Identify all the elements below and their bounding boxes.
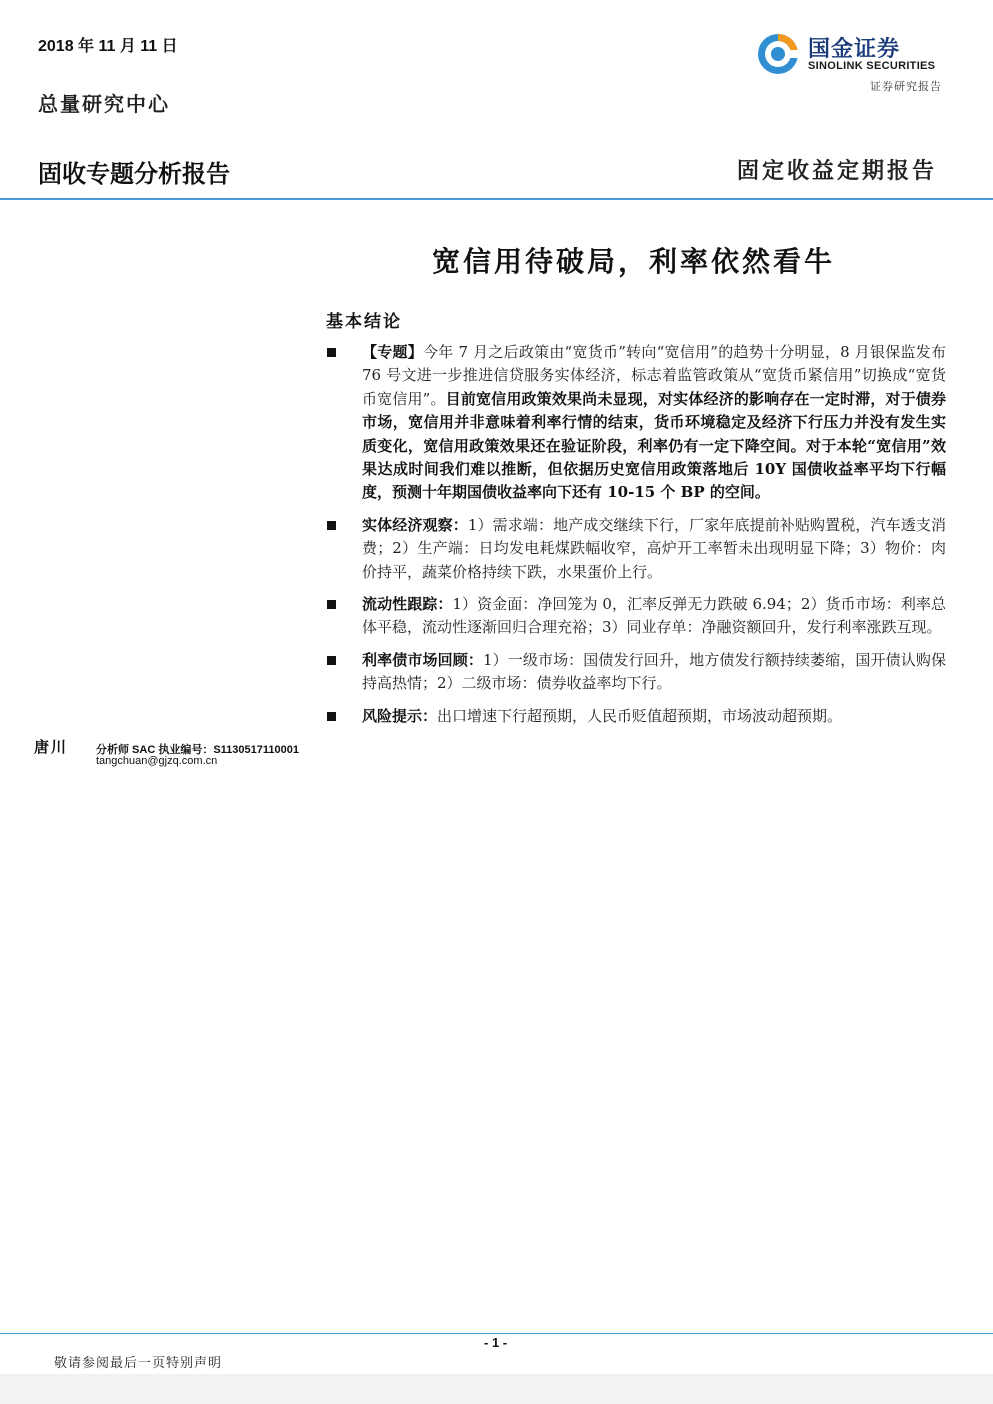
analyst-name: 唐川: [34, 738, 69, 756]
bullet-label: 【专题】: [362, 343, 423, 361]
footer-disclaimer: 敬请参阅最后一页特别声明: [54, 1356, 223, 1371]
footer-band: [0, 1374, 993, 1404]
company-logo: [756, 30, 946, 78]
bullet-label: 风险提示：: [362, 706, 438, 725]
footer-divider: [0, 1333, 993, 1334]
analyst-email[interactable]: tangchuan@gjzq.com.cn: [96, 755, 218, 767]
report-frequency: 固定收益定期报告: [736, 158, 937, 184]
list-item: [326, 593, 946, 640]
list-item: [326, 341, 946, 505]
bullet-square-icon: [327, 600, 336, 609]
bullet-label: 流动性跟踪：: [362, 595, 453, 614]
bullet-text: 1）资金面：净回笼为 0，汇率反弹无力跌破 6.94；2）货币市场：利率总体平稳，流动性逐渐回归合理充裕；3）同业存单：净融资额回升，发行利率涨跌互现。: [362, 595, 946, 637]
bullet-text: 出口增速下行超预期，人民币贬值超预期，市场波动超预期。: [437, 706, 843, 725]
report-date: 2018 年 11 月 11 日: [38, 38, 178, 55]
bullet-square-icon: [327, 656, 336, 665]
list-item: [326, 514, 946, 584]
conclusion-list: [326, 341, 946, 737]
bullet-emphasis: 目前宽信用政策效果尚未显现，对实体经济的影响存在一定时滞，对于债券市场，宽信用并非意味着利率行情的结束，货币环境稳定及经济下行压力并没有发生实质变化，宽信用政策效果还在验证阶段，利率仍有一定下降空间。对于本轮“宽信用”效果达成时间我们难以推断，但依据历史宽信用政策落地后 10Y 国债收益率平均下行幅度，预测十年期国债收益率向下还有 10-15 个 BP 的空间。: [362, 389, 946, 502]
page-number: - 1 -: [484, 1335, 508, 1350]
logo-english-name: SINOLINK SECURITIES: [808, 60, 936, 72]
header-divider: [0, 198, 993, 200]
section-heading: 基本结论: [326, 312, 402, 332]
department-name: 总量研究中心: [38, 92, 170, 116]
bullet-square-icon: [327, 712, 336, 721]
bullet-label: 利率债市场回顾：: [362, 650, 483, 669]
list-item: [326, 649, 946, 696]
sinolink-logo-icon: [756, 32, 800, 76]
bullet-label: 实体经济观察：: [362, 515, 468, 534]
bullet-text: 1）需求端：地产成交继续下行，厂家年底提前补贴购置税，汽车透支消费；2）生产端：日均发电耗煤跌幅收窄，高炉开工率暂未出现明显下降；3）物价：肉价持平，蔬菜价格持续下跌，水果蛋价上行。: [362, 515, 946, 581]
bullet-text: 1）一级市场：国债发行回升，地方债发行额持续萎缩，国开债认购保持高热情；2）二级市场：债券收益率均下行。: [362, 650, 946, 693]
report-type: 固收专题分析报告: [38, 160, 230, 188]
logo-subtitle: 证券研究报告: [870, 80, 942, 93]
list-item: [326, 705, 946, 728]
logo-chinese-name: 国金证券: [808, 37, 901, 62]
bullet-square-icon: [327, 521, 336, 530]
bullet-text: 今年 7 月之后政策由“宽货币”转向“宽信用”的趋势十分明显，8 月银保监发布 76 号文进一步推进信贷服务实体经济，标志着监管政策从“宽货币紧信用”切换成“宽货币宽信用”。: [362, 343, 946, 408]
bullet-square-icon: [327, 348, 336, 357]
analyst-certificate: 分析师 SAC 执业编号：S1130517110001: [96, 744, 299, 756]
report-title: 宽信用待破局，利率依然看牛: [432, 245, 836, 278]
